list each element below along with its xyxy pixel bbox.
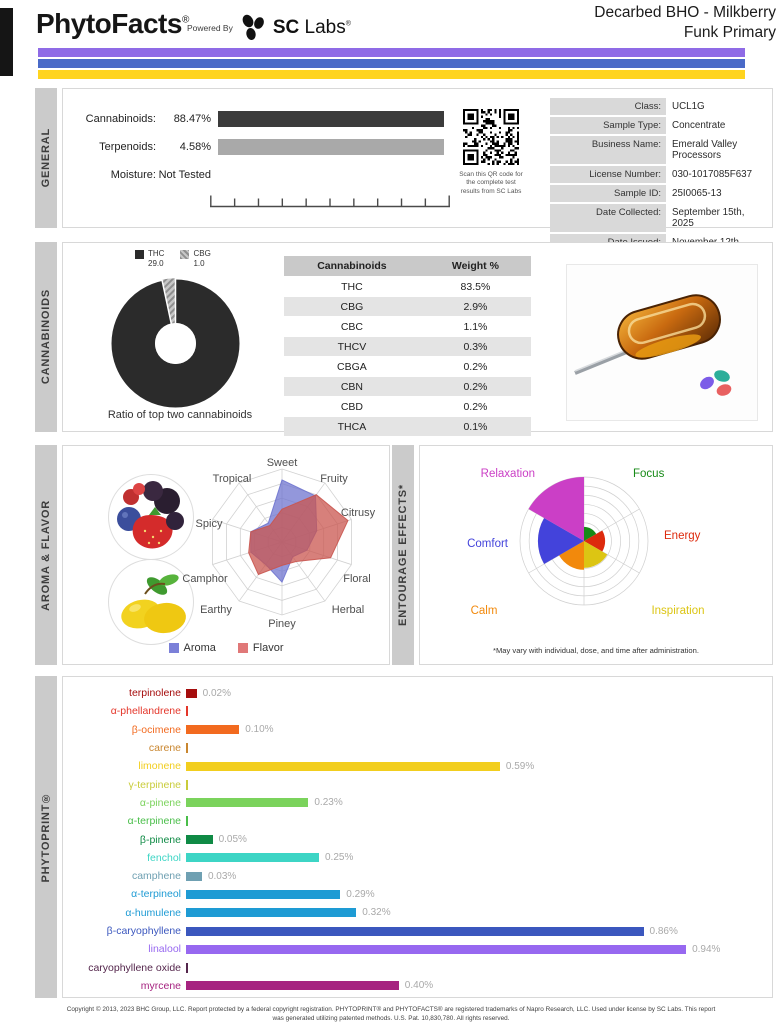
tab-general-label: GENERAL (40, 128, 52, 188)
info-row (550, 117, 753, 134)
info-row (550, 166, 753, 183)
terpene-bar (186, 762, 500, 771)
info-value: September 15th, 2025 (672, 206, 745, 230)
cannabinoid-name: CBGA (337, 360, 367, 373)
sample-title-line2: Funk Primary (683, 23, 776, 41)
donut-legend-item (135, 249, 164, 269)
terpene-label: caryophyllene oxide (88, 961, 181, 974)
cannabinoids-section (62, 242, 773, 432)
product-photo (566, 264, 758, 421)
general-stat-value: 88.47% (173, 113, 211, 125)
cannabinoid-name: CBC (340, 320, 363, 333)
donut-legend-ratio: 29.0 (148, 259, 164, 268)
tab-phytoprint-label: PHYTOPRINT® (40, 791, 52, 883)
aroma-flavor-legend (63, 642, 389, 654)
terpene-value: 0.02% (202, 687, 231, 699)
accent-bar-yellow (38, 70, 745, 79)
terpene-value: 0.59% (505, 760, 535, 772)
aroma-flavor-section (62, 445, 390, 665)
donut-legend-text (148, 249, 164, 269)
donut-legend-swatch (180, 250, 189, 259)
aroma-flavor-legend-item (238, 642, 284, 654)
tab-cannabinoids-label: CANNABINOIDS (40, 289, 52, 385)
cannabinoids-table-header (284, 256, 531, 277)
info-value: 25I0065-13 (672, 187, 722, 199)
general-stat-bar (218, 139, 444, 155)
terpene-bar (186, 853, 319, 862)
aroma-flavor-legend-swatch (238, 643, 248, 653)
entourage-sector-label: Comfort (467, 538, 508, 550)
cannabinoid-name: THC (341, 280, 363, 293)
amber-concentrate-blob (612, 290, 725, 366)
info-value: Emerald Valley Processors (672, 138, 738, 162)
entourage-sector-label: Focus (633, 468, 665, 480)
radar-axis-label: Earthy (200, 604, 232, 616)
terpene-value: 0.10% (245, 724, 274, 736)
info-label: Sample Type: (550, 117, 666, 134)
terpene-label: α-terpinene (127, 815, 181, 828)
cannabinoid-weight: 0.3% (463, 340, 488, 353)
aroma-flavor-radar-chart (63, 446, 391, 666)
brand-text: PhytoFacts (36, 8, 182, 39)
cannabinoids-header-weight: Weight % (451, 260, 499, 272)
terpene-label: β-pinene (139, 833, 181, 846)
sclabs-wordmark (273, 17, 351, 39)
cannabinoid-weight: 2.9% (463, 300, 488, 313)
copyright-line1: Copyright © 2013, 2023 BHC Group, LLC. Report protected by a federal copyright registration. PHYTOPRINT® and PHYTOFACTS® are registered trademarks of Napro Research, LLC. Used under license by SC Labs. This report (66, 1006, 716, 1013)
cannabinoid-row (284, 337, 531, 357)
general-stat-row (71, 133, 444, 161)
sclabs-bold: SC (272, 16, 300, 38)
terpene-value: 0.94% (692, 943, 721, 955)
aroma-flavor-legend-label: Flavor (252, 642, 284, 654)
cannabinoid-row (284, 377, 531, 397)
aroma-flavor-legend-item (169, 642, 216, 654)
terpene-value: 0.23% (314, 797, 343, 809)
info-row (550, 204, 753, 233)
sample-info-table (550, 98, 753, 265)
entourage-effects-polar-chart (420, 446, 774, 666)
donut-legend-name: THC (148, 249, 165, 258)
donut-legend-text (193, 249, 210, 269)
sample-title (594, 3, 776, 43)
terpene-zero-tick (186, 743, 188, 753)
terpene-value: 0.05% (218, 834, 247, 846)
terpene-value: 0.03% (207, 870, 237, 882)
terpene-row (63, 867, 772, 885)
general-stat-value: Not Tested (158, 169, 211, 181)
terpene-label: myrcene (140, 979, 181, 992)
terpene-value: 0.25% (325, 852, 354, 864)
terpene-bar (186, 835, 213, 844)
concentrate-photo-graphic (567, 265, 757, 420)
terpene-label: linalool (148, 943, 181, 956)
cannabinoid-row (284, 297, 531, 317)
entourage-sector-label: Energy (664, 530, 701, 542)
terpene-row (63, 684, 772, 702)
terpene-row (63, 812, 772, 830)
cannabinoid-row (284, 397, 531, 417)
cannabinoid-weight: 83.5% (460, 280, 491, 293)
terpene-value: 0.40% (404, 980, 434, 992)
cannabinoids-table (284, 256, 531, 437)
sclabs-rest: Labs (299, 16, 346, 38)
terpene-label: fenchol (147, 851, 181, 864)
copyright-line2: was generated utilizing patented methods. U.S. Pat. 10,830,780. All rights reserved. (272, 1015, 510, 1023)
phytoprint-section (62, 676, 773, 998)
brand-registered-mark: ® (181, 14, 189, 26)
cannabinoid-row (284, 317, 531, 337)
info-value: UCL1G (672, 101, 705, 112)
cannabinoid-row (284, 277, 531, 297)
radar-axis-label: Camphor (182, 573, 228, 585)
terpene-row (63, 830, 772, 848)
info-label: License Number: (550, 166, 666, 183)
terpene-bar (186, 981, 399, 990)
scale-ruler (210, 195, 450, 208)
terpene-row (63, 757, 772, 775)
terpene-bar (186, 945, 686, 954)
donut-legend-item (180, 249, 210, 269)
terpene-label: α-humulene (125, 906, 181, 919)
info-label: Date Collected: (550, 204, 666, 233)
terpene-row (63, 794, 772, 812)
donut-legend-swatch (135, 250, 144, 259)
cannabinoid-weight: 0.1% (463, 420, 488, 433)
terpene-bar-chart (63, 684, 772, 995)
radar-axis-label: Citrusy (340, 507, 376, 519)
cannabinoid-name: CBG (340, 300, 364, 313)
terpene-bar (186, 689, 197, 698)
entourage-sector-label: Relaxation (480, 468, 535, 480)
cannabinoid-weight: 1.1% (463, 320, 488, 333)
info-value: Concentrate (672, 119, 726, 131)
terpene-zero-tick (186, 963, 188, 973)
general-stat-value: 4.58% (179, 141, 211, 153)
terpene-label: α-pinene (139, 796, 181, 809)
terpene-label: γ-terpinene (128, 778, 181, 791)
cannabinoids-header-name: Cannabinoids (317, 260, 387, 272)
terpene-value: 0.32% (362, 907, 391, 919)
terpene-label: α-phellandrene (110, 705, 181, 718)
donut-legend (135, 249, 211, 269)
copyright-footer (0, 1005, 782, 1024)
info-row (550, 136, 753, 165)
info-row (550, 98, 753, 115)
cannabinoid-name: THCV (337, 340, 367, 353)
general-stat-label: Terpenoids: (99, 141, 156, 153)
terpene-row (63, 775, 772, 793)
terpene-bar (186, 890, 340, 899)
tab-aroma-flavor (35, 445, 57, 665)
cannabinoid-weight: 0.2% (463, 360, 488, 373)
general-section (62, 88, 773, 228)
tab-phytoprint (35, 676, 57, 998)
qr-caption: Scan this QR code for the complete test results from SC Labs (459, 171, 523, 195)
cannabinoid-ratio-donut (103, 271, 248, 416)
terpene-label: α-terpineol (131, 888, 181, 901)
entourage-footnote: *May vary with individual, dose, and time after administration. (493, 646, 699, 655)
cannabinoid-name: CBN (340, 380, 363, 393)
entourage-effects-section (419, 445, 773, 665)
general-stats (71, 105, 444, 189)
terpene-bar (186, 908, 356, 917)
accent-bar-blue (38, 59, 745, 68)
terpene-row (63, 977, 772, 995)
donut-legend-name: CBG (193, 249, 211, 258)
cannabinoid-name: CBD (340, 400, 363, 413)
terpene-row (63, 958, 772, 976)
radar-axis-label: Spicy (195, 518, 223, 530)
terpene-zero-tick (186, 706, 188, 716)
cannabinoid-weight: 0.2% (463, 400, 488, 413)
tab-general (35, 88, 57, 228)
cannabinoid-row (284, 417, 531, 437)
info-value: 030-1017085F637 (672, 169, 753, 180)
terpene-row (63, 904, 772, 922)
aroma-flavor-legend-label: Aroma (183, 642, 216, 654)
sample-title-line1: Decarbed BHO - Milkberry (594, 4, 776, 21)
tab-aroma-flavor-label: AROMA & FLAVOR (40, 499, 52, 611)
terpene-row (63, 739, 772, 757)
general-stat-bar (218, 111, 444, 127)
terpene-label: carene (148, 742, 181, 755)
phytofacts-logo (36, 8, 189, 40)
terpene-label: terpinolene (129, 687, 181, 700)
donut-caption: Ratio of top two cannabinoids (107, 409, 253, 421)
general-stat-label: Cannabinoids: (85, 113, 156, 125)
entourage-sector-label: Calm (470, 605, 498, 617)
terpene-label: β-ocimene (131, 723, 181, 736)
info-row (550, 185, 753, 202)
general-stat-row (71, 105, 444, 133)
accent-bars (38, 48, 745, 81)
info-label: Sample ID: (550, 185, 666, 202)
terpene-value: 0.29% (346, 888, 375, 900)
cannabinoid-name: THCA (337, 420, 367, 433)
qr-code (463, 109, 519, 165)
tab-entourage-effects-label: ENTOURAGE EFFECTS* (397, 484, 409, 626)
terpene-value: 0.86% (649, 925, 678, 937)
terpene-row (63, 721, 772, 739)
tab-entourage-effects (392, 445, 414, 665)
terpene-label: limonene (138, 760, 181, 773)
radar-axis-label: Fruity (320, 473, 348, 485)
info-label: Class: (550, 98, 666, 115)
info-label: Business Name: (550, 136, 666, 165)
donut-legend-ratio: 1.0 (193, 259, 205, 268)
radar-axis-label: Herbal (331, 604, 365, 616)
sclabs-dots-icon (240, 14, 266, 41)
accent-bar-purple (38, 48, 745, 57)
tab-cannabinoids (35, 242, 57, 432)
terpene-row (63, 885, 772, 903)
radar-axis-label: Floral (343, 573, 371, 585)
terpene-row (63, 940, 772, 958)
general-stat-label: Moisture: (110, 169, 156, 181)
terpene-zero-tick (186, 780, 188, 790)
terpene-bar (186, 798, 308, 807)
terpene-row (63, 849, 772, 867)
sclabs-registered-mark: ® (345, 20, 351, 28)
radar-axis-label: Tropical (212, 473, 252, 485)
terpene-zero-tick (186, 816, 188, 826)
terpene-row (63, 702, 772, 720)
terpene-label: β-caryophyllene (106, 925, 181, 937)
general-stat-row (71, 161, 444, 189)
scan-edge-artifact (0, 8, 13, 76)
radar-axis-label: Sweet (266, 457, 298, 469)
sclabs-color-logo (698, 368, 733, 397)
entourage-sector-label: Inspiration (651, 605, 705, 617)
radar-axis-label: Piney (268, 618, 296, 630)
aroma-flavor-legend-swatch (169, 643, 179, 653)
terpene-bar (186, 872, 202, 881)
cannabinoid-weight: 0.2% (463, 380, 488, 393)
terpene-row (63, 922, 772, 940)
terpene-label: camphene (131, 870, 181, 883)
terpene-bar (186, 725, 239, 734)
powered-by-lockup (187, 14, 351, 41)
cannabinoid-row (284, 357, 531, 377)
terpene-bar (186, 927, 644, 936)
powered-by-label: Powered By (187, 22, 233, 33)
